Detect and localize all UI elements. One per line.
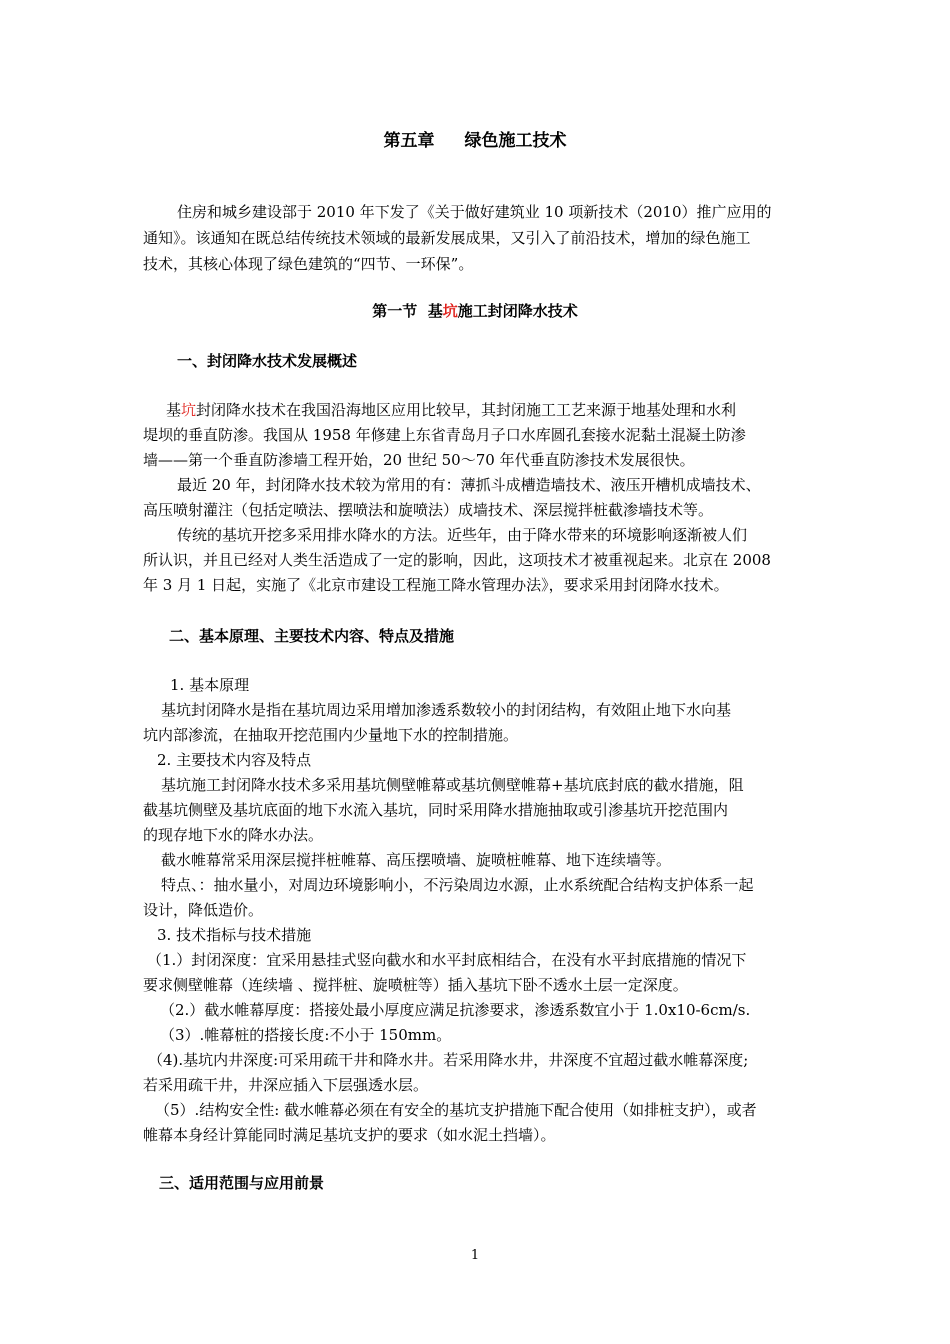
- p1-post: 封闭降水技术在我国沿海地区应用比较早，其封闭施工工艺来源于地基处理和水利: [196, 401, 737, 419]
- section-title: [0, 301, 950, 321]
- body2-line-10: 设计，降低造价。: [143, 901, 264, 919]
- body2-line-15: （3）.帷幕桩的搭接长度:不小于 150mm。: [160, 1026, 452, 1044]
- chapter-title: [0, 126, 950, 151]
- section-label: 第一节: [372, 302, 418, 320]
- body2-line-6: 截基坑侧壁及基坑底面的地下水流入基坑，同时采用降水措施抽取或引渗基坑开挖范围内: [143, 801, 729, 819]
- p3-line-1: 传统的基坑开挖多采用排水降水的方法。近些年，由于降水带来的环境影响逐渐被人们: [177, 526, 748, 544]
- p3-line-2: 所认识，并且已经对人类生活造成了一定的影响，因此，这项技术才被重视起来。北京在 2008: [143, 551, 771, 569]
- chapter-name: 绿色施工技术: [464, 131, 567, 151]
- body2-line-8: 截水帷幕常采用深层搅拌桩帷幕、高压摆喷墙、旋喷桩帷幕、地下连续墙等。: [161, 851, 672, 869]
- p1-pre: 基: [166, 401, 182, 419]
- p1-line-2: 堤坝的垂直防渗。我国从 1958 年修建上东省青岛月子口水库圆孔套接水泥黏土混凝土防渗: [143, 426, 746, 444]
- heading-1: 一、封闭降水技术发展概述: [177, 352, 358, 370]
- body2-line-11: 3. 技术指标与技术措施: [157, 926, 312, 944]
- intro-line-2: 通知》。该通知在既总结传统技术领域的最新发展成果，又引入了前沿技术，增加的绿色施工: [143, 229, 751, 247]
- section-title-post: 施工封闭降水技术: [457, 302, 578, 320]
- body2-line-12: （1.）封闭深度：宜采用悬挂式竖向截水和水平封底相结合，在没有水平封底措施的情况下: [147, 951, 747, 969]
- body2-line-9: 特点、：抽水量小，对周边环境影响小，不污染周边水源，止水系统配合结构支护体系一起: [161, 876, 754, 894]
- p1-highlight: 坑: [181, 401, 197, 419]
- section-title-pre: 基: [427, 302, 443, 320]
- section-title-highlight: 坑: [442, 302, 458, 320]
- p2-line-1: 最近 20 年，封闭降水技术较为常用的有：薄抓斗成槽造墙技术、液压开槽机成墙技术、: [177, 476, 761, 494]
- p1-line-1: [166, 400, 736, 420]
- body2-line-18: （5）.结构安全性: 截水帷幕必须在有安全的基坑支护措施下配合使用（如排桩支护），或者: [155, 1101, 757, 1119]
- body2-line-2: 基坑封闭降水是指在基坑周边采用增加渗透系数较小的封闭结构，有效阻止地下水向基: [161, 701, 732, 719]
- heading-3: 三、适用范围与应用前景: [159, 1174, 325, 1192]
- body2-line-4: 2. 主要技术内容及特点: [157, 751, 312, 769]
- p3-line-3: 年 3 月 1 日起，实施了《北京市建设工程施工降水管理办法》，要求采用封闭降水技术。: [143, 576, 729, 594]
- p1-line-3: 墙——第一个垂直防渗墙工程开始，20 世纪 50～70 年代垂直防渗技术发展很快。: [143, 451, 695, 469]
- body2-line-7: 的现存地下水的降水办法。: [143, 826, 324, 844]
- body2-line-16: （4).基坑内井深度:可采用疏干井和降水井。若采用降水井，井深度不宜超过截水帷幕深度;: [148, 1051, 749, 1069]
- intro-line-3: 技术，其核心体现了绿色建筑的“四节、一环保”。: [143, 255, 474, 273]
- chapter-label: 第五章: [383, 131, 435, 151]
- body2-line-1: 1. 基本原理: [170, 676, 250, 694]
- body2-line-14: （2.）截水帷幕厚度：搭接处最小厚度应满足抗渗要求，渗透系数宜小于 1.0x10-6cm/s.: [160, 1001, 751, 1019]
- p2-line-2: 高压喷射灌注（包括定喷法、摆喷法和旋喷法）成墙技术、深层搅拌桩截渗墙技术等。: [143, 501, 714, 519]
- page-number: 1: [470, 1248, 480, 1263]
- body2-line-19: 帷幕本身经计算能同时满足基坑支护的要求（如水泥土挡墙）。: [143, 1126, 556, 1144]
- body2-line-5: 基坑施工封闭降水技术多采用基坑侧壁帷幕或基坑侧壁帷幕+基坑底封底的截水措施，阻: [161, 776, 744, 794]
- heading-2: 二、基本原理、主要技术内容、特点及措施: [169, 627, 455, 645]
- body2-line-13: 要求侧壁帷幕（连续墙 、搅拌桩、旋喷桩等）插入基坑下卧不透水土层一定深度。: [143, 976, 688, 994]
- body2-line-3: 坑内部渗流，在抽取开挖范围内少量地下水的控制措施。: [143, 726, 519, 744]
- body2-line-17: 若采用疏干井，井深应插入下层强透水层。: [143, 1076, 429, 1094]
- intro-line-1: 住房和城乡建设部于 2010 年下发了《关于做好建筑业 10 项新技术（2010）推广应用的: [177, 203, 772, 221]
